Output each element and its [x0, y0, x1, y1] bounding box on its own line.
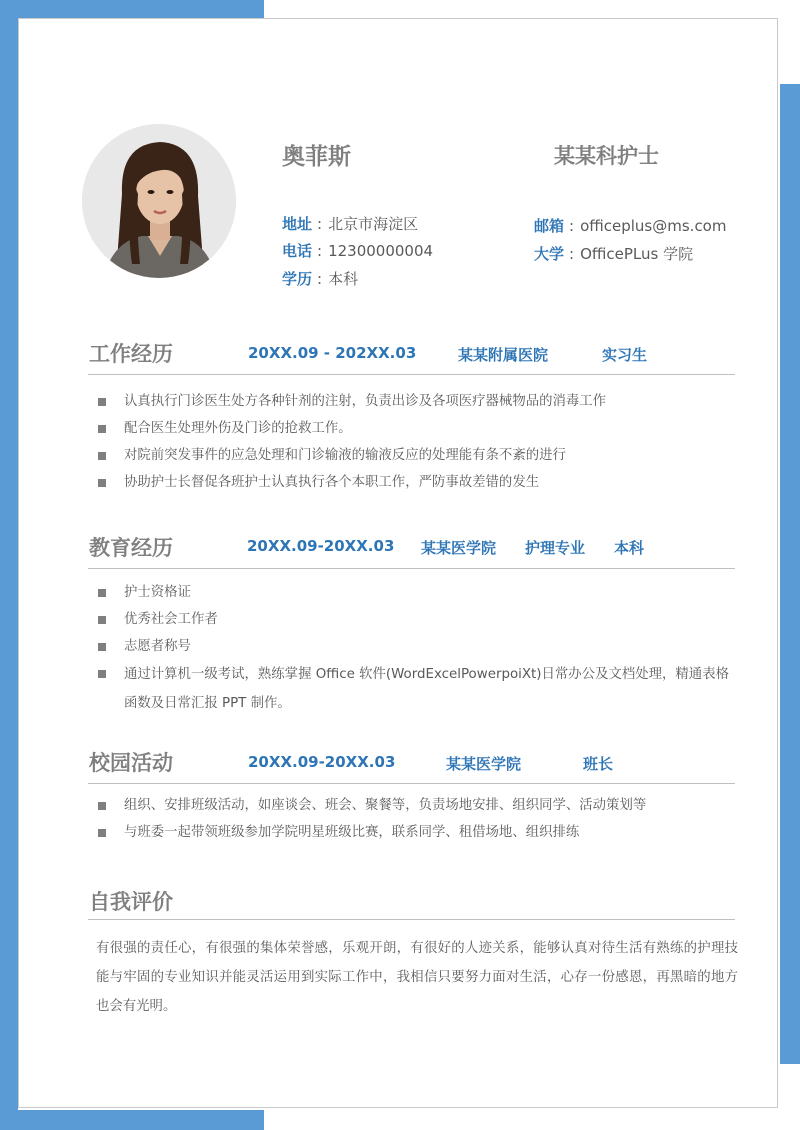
list-item-text: 与班委一起带领班级参加学院明星班级比赛，联系同学、租借场地、组织排练: [124, 825, 580, 840]
profile-photo: [82, 124, 236, 278]
phone-separator: :: [317, 242, 323, 260]
list-item: [96, 442, 742, 469]
campus-period: 20XX.09-20XX.03: [248, 753, 396, 771]
university-label: 大学: [534, 245, 565, 263]
campus-list: [96, 792, 742, 846]
education-degree: 本科: [614, 539, 645, 557]
list-item: [96, 469, 742, 496]
phone-value: 12300000004: [328, 242, 434, 260]
self-evaluation-text: 有很强的责任心，有很强的集体荣誉感，乐观开朗，有很好的人迹关系，能够认真对待生活有熟练的护理技能与牢固的专业知识并能灵活运用到实际工作中，我相信只要努力面对生活，心存一份感恩，再黑暗的地方也会有光明。: [96, 941, 738, 1014]
degree-row: [282, 268, 358, 289]
address-value: 北京市海淀区: [328, 215, 419, 233]
bullet-square-icon: [98, 479, 106, 487]
education-period: 20XX.09-20XX.03: [247, 537, 395, 555]
list-item-text: 通过计算机一级考试，熟练掌握 Office 软件(WordExcelPowerpoiXt)日常办公及文档处理，精通表格函数及日常汇报 PPT 制作。: [124, 667, 729, 711]
education-major: 护理专业: [525, 539, 586, 557]
degree-separator: :: [317, 270, 323, 288]
email-value: officeplus@ms.com: [580, 217, 727, 235]
list-item-text: 志愿者称号: [124, 639, 191, 654]
work-role: 实习生: [602, 346, 648, 364]
bullet-square-icon: [98, 589, 106, 597]
list-item-text: 对院前突发事件的应急处理和门诊输液的输液反应的处理能有条不紊的进行: [124, 448, 566, 463]
list-item: [96, 660, 742, 718]
email-label: 邮箱: [534, 217, 565, 235]
list-item: [96, 633, 742, 660]
list-item: [96, 792, 742, 819]
degree-value: 本科: [328, 270, 359, 288]
work-list: [96, 388, 742, 496]
accent-band-top: [0, 0, 264, 18]
address-row: [282, 213, 418, 234]
self-evaluation-divider: [88, 919, 735, 920]
university-value: OfficePLus 学院: [580, 245, 694, 263]
list-item: [96, 388, 742, 415]
campus-divider: [88, 783, 735, 784]
list-item: [96, 579, 742, 606]
address-separator: :: [317, 215, 323, 233]
list-item-text: 组织、安排班级活动，如座谈会、班会、聚餐等，负责场地安排、组织同学、活动策划等: [124, 798, 647, 813]
education-divider: [88, 568, 735, 569]
campus-role: 班长: [583, 755, 614, 773]
list-item-text: 护士资格证: [124, 585, 191, 600]
work-organization: 某某附属医院: [458, 346, 549, 364]
bullet-square-icon: [98, 643, 106, 651]
accent-band-right: [780, 84, 800, 1064]
address-label: 地址: [282, 215, 313, 233]
list-item-text: 认真执行门诊医生处方各种针剂的注射，负责出诊及各项医疗器械物品的消毒工作: [124, 394, 607, 409]
work-period: 20XX.09 - 202XX.03: [248, 344, 417, 362]
self-evaluation-title: 自我评价: [89, 890, 173, 914]
accent-band-bottom: [0, 1110, 264, 1130]
work-divider: [88, 374, 735, 375]
bullet-square-icon: [98, 425, 106, 433]
bullet-square-icon: [98, 452, 106, 460]
list-item: [96, 606, 742, 633]
list-item-text: 协助护士长督促各班护士认真执行各个本职工作，严防事故差错的发生: [124, 475, 540, 490]
campus-section-title: 校园活动: [89, 751, 173, 775]
list-item-text: 配合医生处理外伤及门诊的抢救工作。: [124, 421, 352, 436]
work-section-title: 工作经历: [89, 342, 173, 366]
campus-school: 某某医学院: [446, 755, 522, 773]
job-title: 某某科护士: [554, 144, 659, 168]
list-item: [96, 819, 742, 846]
list-item: [96, 415, 742, 442]
education-school: 某某医学院: [421, 539, 497, 557]
phone-label: 电话: [282, 242, 313, 260]
list-item-text: 优秀社会工作者: [124, 612, 218, 627]
university-row: [534, 243, 693, 264]
bullet-square-icon: [98, 616, 106, 624]
phone-row: [282, 240, 433, 261]
bullet-square-icon: [98, 398, 106, 406]
degree-label: 学历: [282, 270, 313, 288]
accent-band-left: [0, 0, 18, 1130]
candidate-name: 奥菲斯: [282, 144, 351, 170]
education-list: [96, 579, 742, 718]
bullet-square-icon: [98, 670, 106, 678]
email-separator: :: [569, 217, 575, 235]
education-section-title: 教育经历: [89, 536, 173, 560]
bullet-square-icon: [98, 802, 106, 810]
bullet-square-icon: [98, 829, 106, 837]
university-separator: :: [569, 245, 575, 263]
email-row: [534, 215, 726, 236]
